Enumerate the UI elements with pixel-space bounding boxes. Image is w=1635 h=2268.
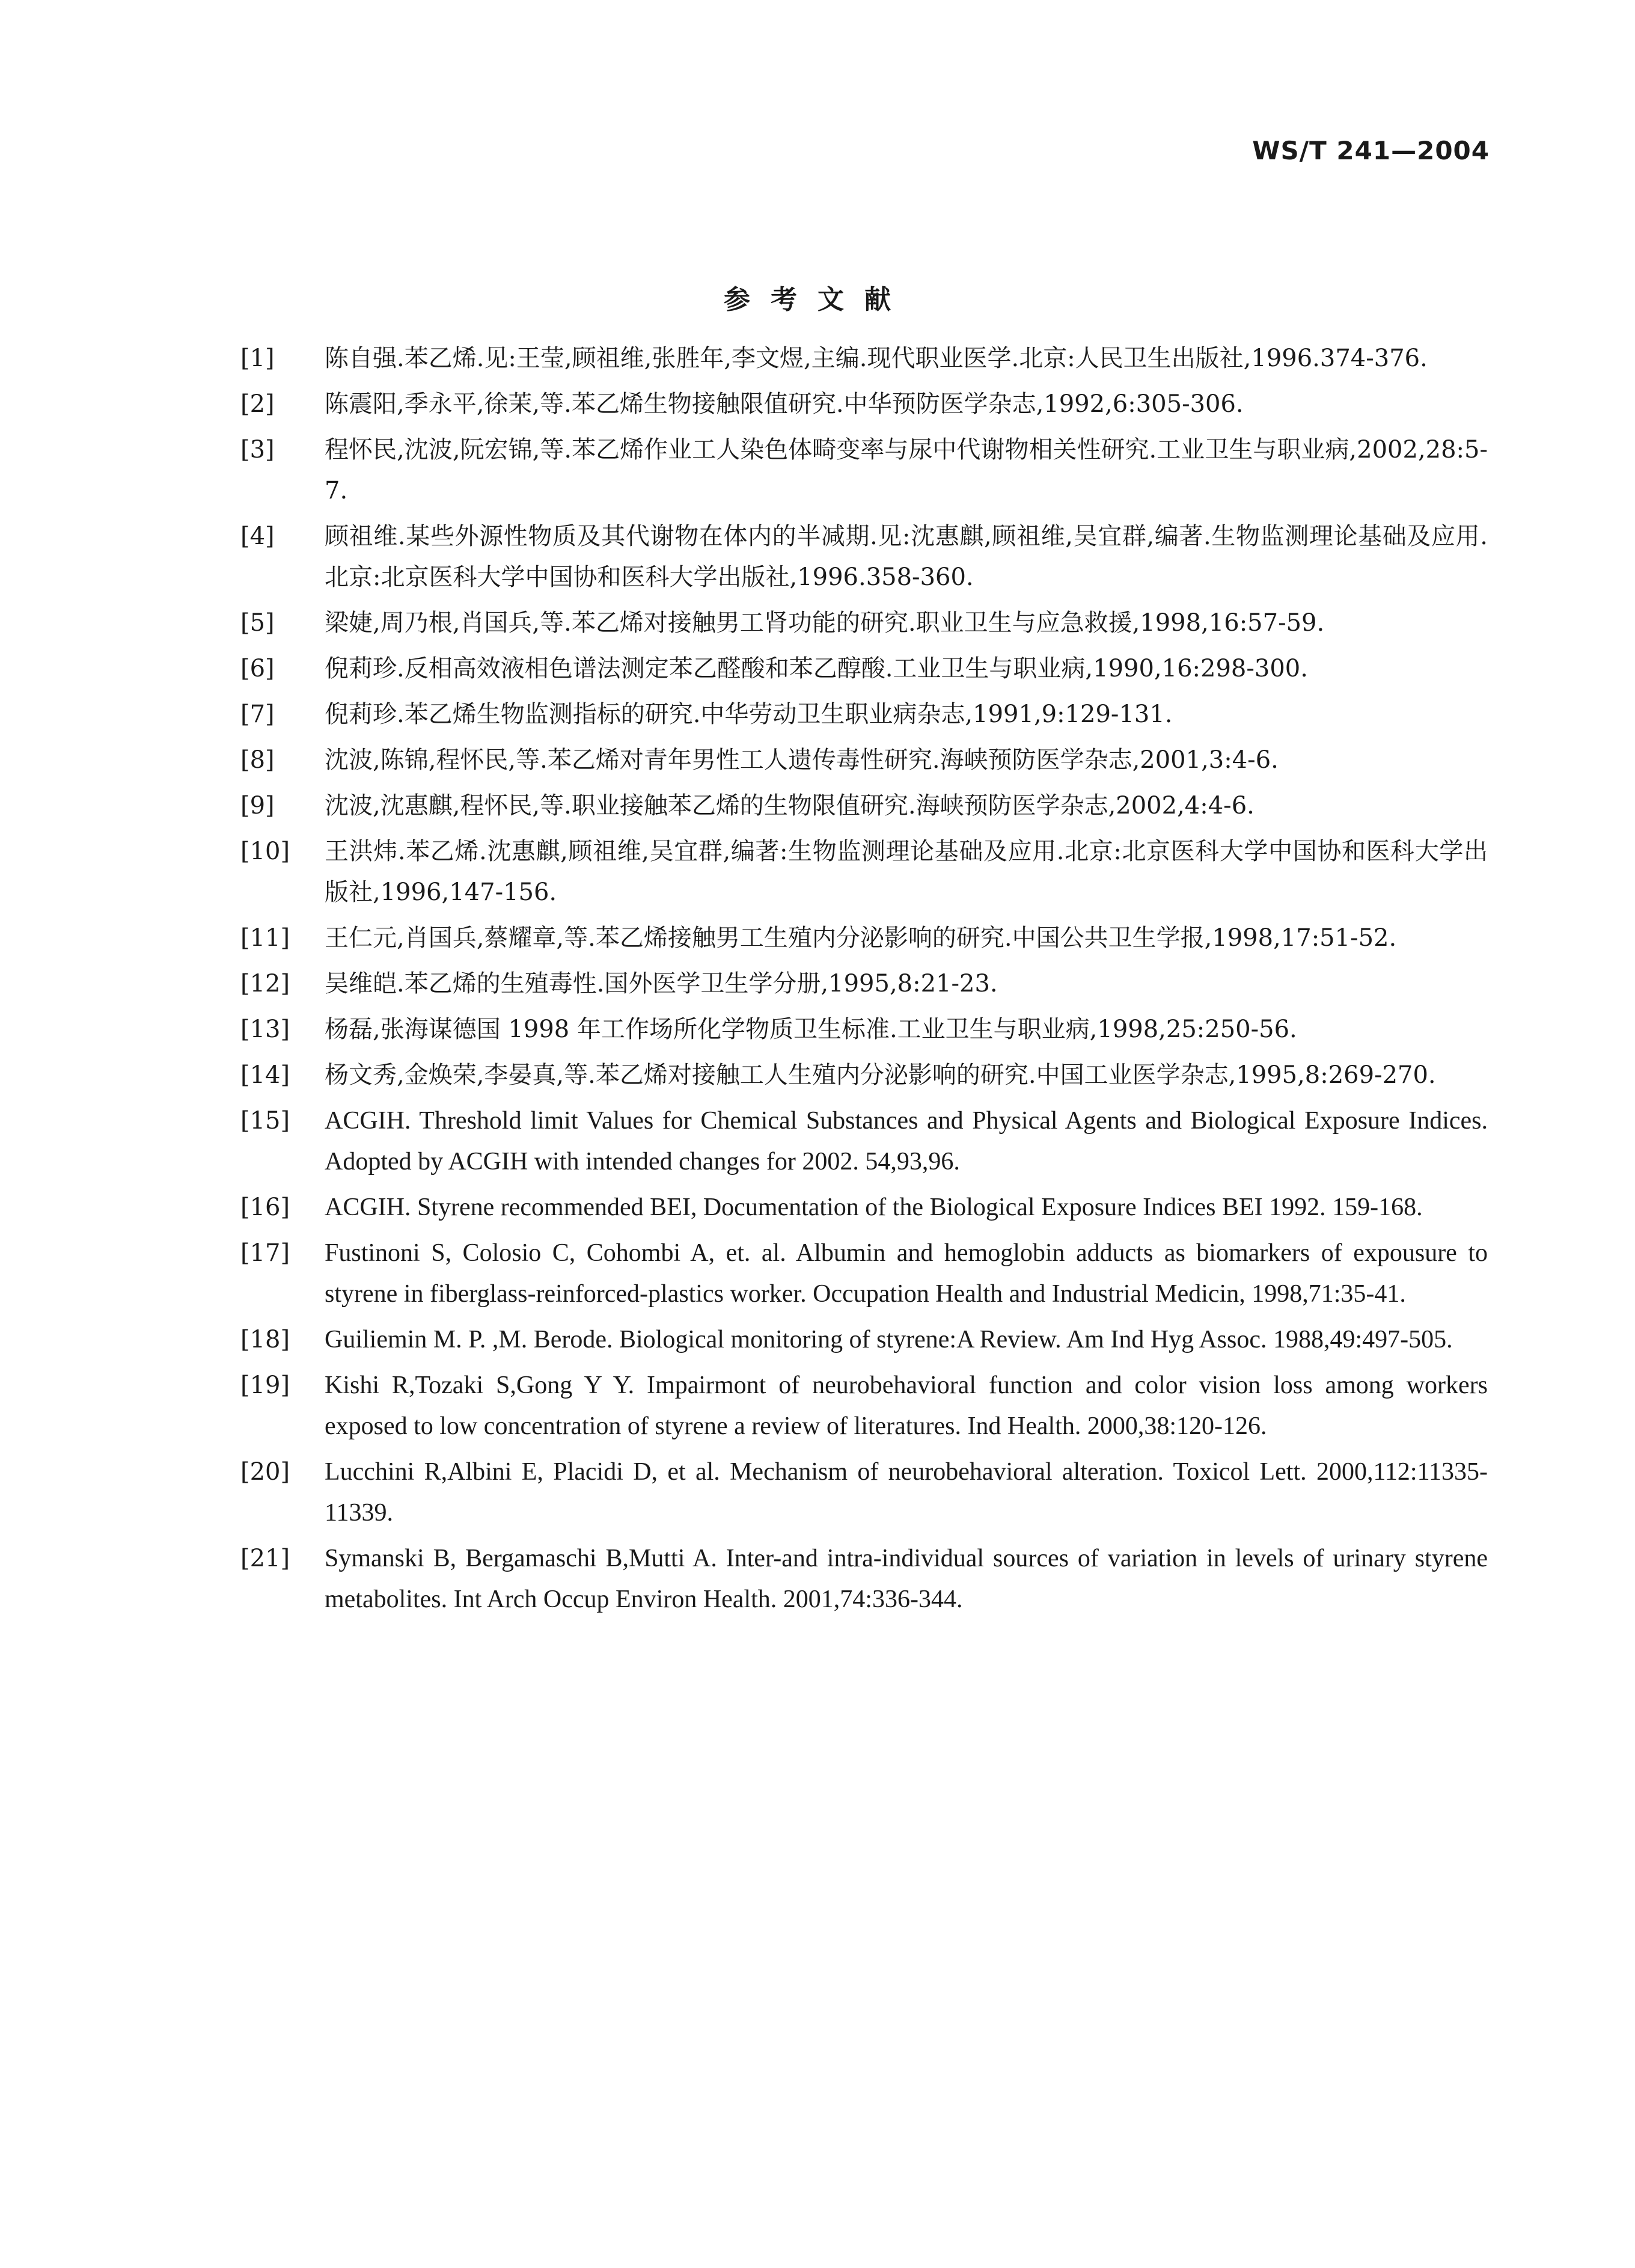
reference-number: [13] [240, 1016, 290, 1043]
reference-text: 梁婕,周乃根,肖国兵,等.苯乙烯对接触男工肾功能的研究.职业卫生与应急救援,1998,16:57-59. [325, 609, 1325, 637]
reference-text: Fustinoni S, Colosio C, Cohombi A, et. al. Albumin and hemoglobin adducts as biomarkers of expousure to styrene in fiberglass-reinforced-plastics worker. Occupation Health and Industrial Medicin, 1998,71:35-41. [325, 1239, 1488, 1308]
reference-item [240, 1009, 1488, 1050]
reference-number: [6] [240, 655, 275, 682]
reference-number: [7] [240, 700, 275, 728]
reference-number: [4] [240, 523, 275, 550]
reference-text: 王仁元,肖国兵,蔡耀章,等.苯乙烯接触男工生殖内分泌影响的研究.中国公共卫生学报,1998,17:51-52. [325, 924, 1397, 952]
reference-list [240, 338, 1488, 1625]
reference-text: 杨文秀,金焕荣,李晏真,等.苯乙烯对接触工人生殖内分泌影响的研究.中国工业医学杂志,1995,8:269-270. [325, 1061, 1436, 1089]
reference-text: 倪莉珍.反相高效液相色谱法测定苯乙醛酸和苯乙醇酸.工业卫生与职业病,1990,16:298-300. [325, 655, 1308, 682]
reference-item [240, 1451, 1488, 1533]
reference-number: [21] [240, 1545, 290, 1572]
reference-text: Lucchini R,Albini E, Placidi D, et al. Mechanism of neurobehavioral alteration. Toxicol Lett. 2000,112:11335-11339. [325, 1458, 1488, 1527]
reference-item [240, 1319, 1488, 1360]
reference-item [240, 1365, 1488, 1447]
reference-text: Symanski B, Bergamaschi B,Mutti A. Inter-and intra-individual sources of variation in levels of urinary styrene metabolites. Int Arch Occup Environ Health. 2001,74:336-344. [325, 1545, 1488, 1613]
reference-item [240, 516, 1488, 598]
reference-item [240, 831, 1488, 913]
reference-text: ACGIH. Threshold limit Values for Chemical Substances and Physical Agents and Biological Exposure Indices. Adopted by ACGIH with intended changes for 2002. 54,93,96. [325, 1107, 1488, 1175]
reference-number: [14] [240, 1061, 290, 1089]
reference-text: 王洪炜.苯乙烯.沈惠麒,顾祖维,吴宜群,编著:生物监测理论基础及应用.北京:北京医科大学中国协和医科大学出版社,1996,147-156. [325, 838, 1488, 906]
reference-number: [15] [240, 1107, 290, 1135]
reference-item [240, 384, 1488, 424]
reference-text: 沈波,沈惠麒,程怀民,等.职业接触苯乙烯的生物限值研究.海峡预防医学杂志,2002,4:4-6. [325, 792, 1255, 820]
reference-item [240, 1538, 1488, 1620]
reference-item [240, 429, 1488, 511]
reference-item [240, 602, 1488, 643]
reference-number: [3] [240, 436, 275, 464]
reference-text: ACGIH. Styrene recommended BEI, Documentation of the Biological Exposure Indices BEI 1992. 159-168. [325, 1194, 1423, 1221]
reference-item [240, 1187, 1488, 1228]
reference-text: 倪莉珍.苯乙烯生物监测指标的研究.中华劳动卫生职业病杂志,1991,9:129-131. [325, 700, 1173, 728]
reference-number: [20] [240, 1458, 290, 1486]
reference-text: 顾祖维.某些外源性物质及其代谢物在体内的半减期.见:沈惠麒,顾祖维,吴宜群,编著.生物监测理论基础及应用.北京:北京医科大学中国协和医科大学出版社,1996.358-360. [325, 523, 1488, 591]
reference-text: 陈震阳,季永平,徐茉,等.苯乙烯生物接触限值研究.中华预防医学杂志,1992,6:305-306. [325, 390, 1244, 418]
reference-item [240, 1100, 1488, 1182]
reference-number: [17] [240, 1239, 290, 1267]
reference-number: [12] [240, 970, 290, 998]
reference-text: Guiliemin M. P. ,M. Berode. Biological monitoring of styrene:A Review. Am Ind Hyg Assoc. 1988,49:497-505. [325, 1326, 1453, 1353]
reference-number: [19] [240, 1372, 290, 1399]
reference-item [240, 1233, 1488, 1314]
reference-item [240, 963, 1488, 1004]
reference-number: [16] [240, 1194, 290, 1221]
reference-item [240, 648, 1488, 689]
reference-text: 沈波,陈锦,程怀民,等.苯乙烯对青年男性工人遗传毒性研究.海峡预防医学杂志,2001,3:4-6. [325, 746, 1279, 774]
reference-number: [8] [240, 746, 275, 774]
reference-text: 杨磊,张海谋德国 1998 年工作场所化学物质卫生标准.工业卫生与职业病,1998,25:250-56. [325, 1016, 1297, 1043]
reference-text: 吴维皑.苯乙烯的生殖毒性.国外医学卫生学分册,1995,8:21-23. [325, 970, 998, 998]
reference-item [240, 785, 1488, 826]
reference-item [240, 740, 1488, 780]
reference-number: [5] [240, 609, 275, 637]
section-title: 参考文献 [724, 284, 911, 315]
reference-text: 程怀民,沈波,阮宏锦,等.苯乙烯作业工人染色体畸变率与尿中代谢物相关性研究.工业卫生与职业病,2002,28:5-7. [325, 436, 1488, 504]
reference-item [240, 338, 1488, 379]
reference-item [240, 1055, 1488, 1096]
reference-number: [10] [240, 838, 290, 865]
reference-text: Kishi R,Tozaki S,Gong Y Y. Impairmont of neurobehavioral function and color vision loss among workers exposed to low concentration of styrene a review of literatures. Ind Health. 2000,38:120-126. [325, 1372, 1488, 1440]
reference-number: [2] [240, 390, 275, 418]
standard-code: WS/T 241—2004 [1252, 136, 1490, 165]
reference-number: [9] [240, 792, 275, 820]
reference-text: 陈自强.苯乙烯.见:王莹,顾祖维,张胜年,李文煜,主编.现代职业医学.北京:人民卫生出版社,1996.374-376. [325, 345, 1428, 372]
reference-item [240, 694, 1488, 735]
reference-number: [11] [240, 924, 290, 952]
reference-item [240, 918, 1488, 958]
reference-number: [1] [240, 345, 275, 372]
reference-number: [18] [240, 1326, 290, 1353]
